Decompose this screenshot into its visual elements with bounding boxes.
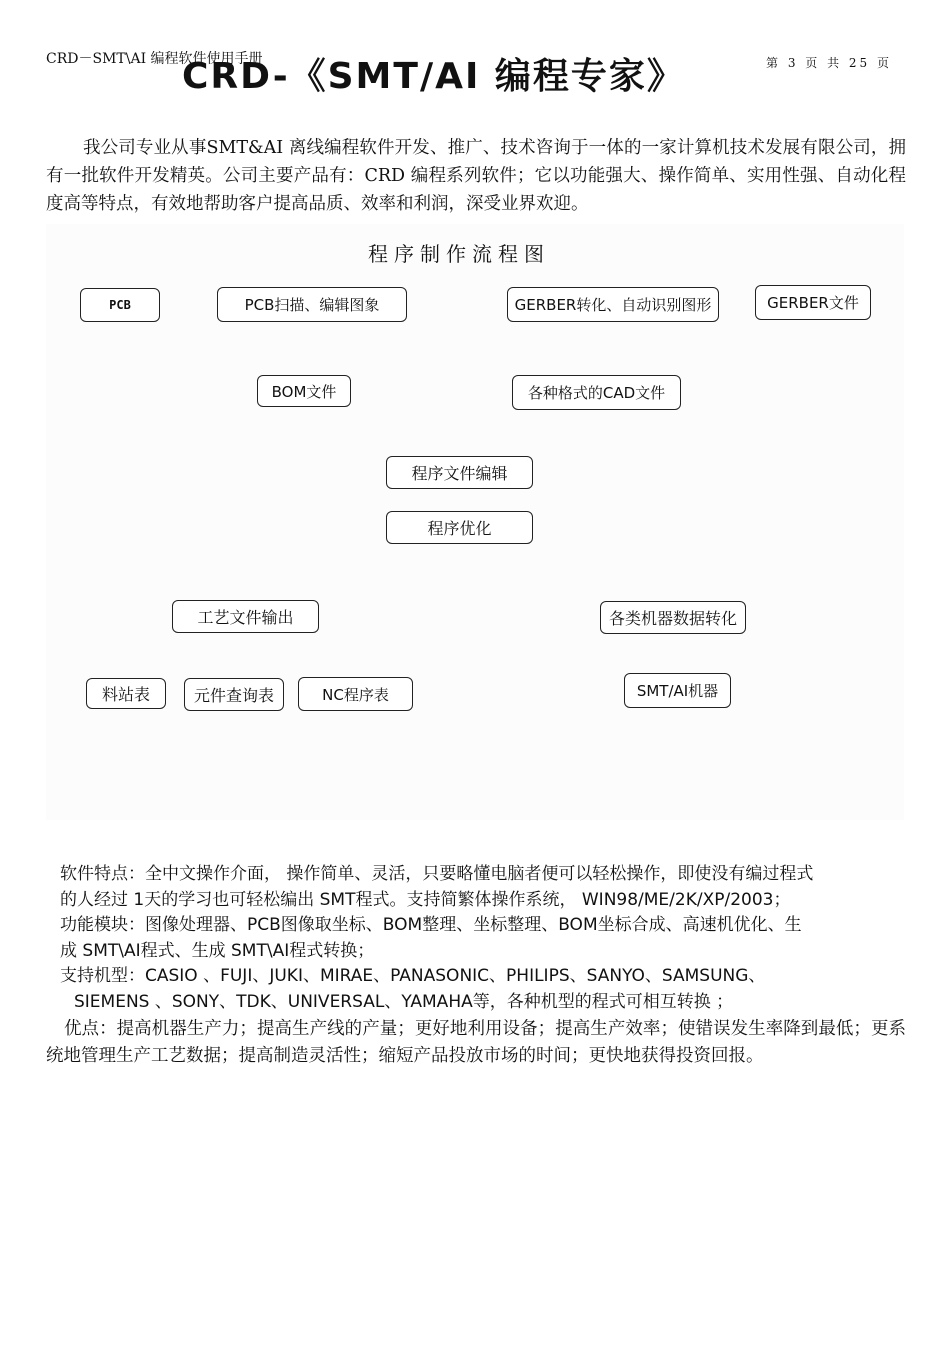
flow-node-process-output: 工艺文件输出 bbox=[172, 600, 319, 633]
document-header-title: CRD－SMT\AI 编程软件使用手册 bbox=[46, 51, 263, 67]
flow-node-program-edit: 程序文件编辑 bbox=[386, 456, 533, 489]
flow-node-pcb-scan: PCB扫描、编辑图象 bbox=[217, 287, 407, 322]
features-line: 成 SMT\AI程式、生成 SMT\AI程式转换； bbox=[60, 940, 375, 961]
features-section bbox=[60, 862, 906, 1015]
flow-node-machine-convert: 各类机器数据转化 bbox=[600, 601, 746, 634]
flow-node-pcb: PCB bbox=[80, 288, 160, 322]
features-line: 软件特点：全中文操作介面， 操作简单、灵活，只要略懂电脑者便可以轻松操作，即使没有编过程式 bbox=[60, 864, 814, 884]
flow-node-nc-table: NC程序表 bbox=[298, 677, 413, 711]
page-indicator: 第 3 页 共 25 页 bbox=[766, 56, 892, 70]
flowchart-title: 程序制作流程图 bbox=[368, 242, 550, 266]
flow-node-gerber-file: GERBER文件 bbox=[755, 285, 871, 320]
flow-node-feeder-table: 料站表 bbox=[86, 678, 166, 709]
flow-node-program-optimize: 程序优化 bbox=[386, 511, 533, 544]
flowchart bbox=[46, 224, 904, 820]
intro-paragraph: 我公司专业从事SMT&AI 离线编程软件开发、推广、技术咨询于一体的一家计算机技术发展有限公司，拥有一批软件开发精英。公司主要产品有：CRD 编程系列软件；它以功能强大、操作简单、实用性强、自动化程度高等特点，有效地帮助客户提高品质、效率和利润，深受业界欢迎。 bbox=[46, 138, 906, 214]
flow-node-gerber-convert: GERBER转化、自动识别图形 bbox=[507, 287, 719, 322]
advantages-paragraph: 优点：提高机器生产力；提高生产线的产量；更好地利用设备；提高生产效率；使错误发生率降到最低；更系统地管理生产工艺数据；提高制造灵活性；缩短产品投放市场的时间；更快地获得投资回报。 bbox=[46, 1019, 906, 1066]
features-line: 的人经过 1天的学习也可轻松编出 SMT程式。支持简繁体操作系统， WIN98/ME/2K/XP/2003； bbox=[60, 889, 791, 910]
page-title: CRD-《SMT/AI 编程专家》 bbox=[182, 56, 685, 97]
flow-node-smt-machine: SMT/AI机器 bbox=[624, 673, 731, 708]
features-line: SIEMENS 、SONY、TDK、UNIVERSAL、YAMAHA等，各种机型的程式可相互转换 ； bbox=[74, 991, 734, 1012]
flow-node-component-query: 元件查询表 bbox=[184, 678, 284, 711]
flow-node-cad-files: 各种格式的CAD文件 bbox=[512, 375, 681, 410]
features-line: 功能模块：图像处理器、PCB图像取坐标、BOM整理、坐标整理、BOM坐标合成、高速机优化、生 bbox=[60, 915, 802, 935]
flow-node-bom-file: BOM文件 bbox=[257, 375, 351, 407]
features-line: 支持机型：CASIO 、FUJI、JUKI、MIRAE、PANASONIC、PHILIPS、SANYO、SAMSUNG、 bbox=[60, 966, 766, 986]
